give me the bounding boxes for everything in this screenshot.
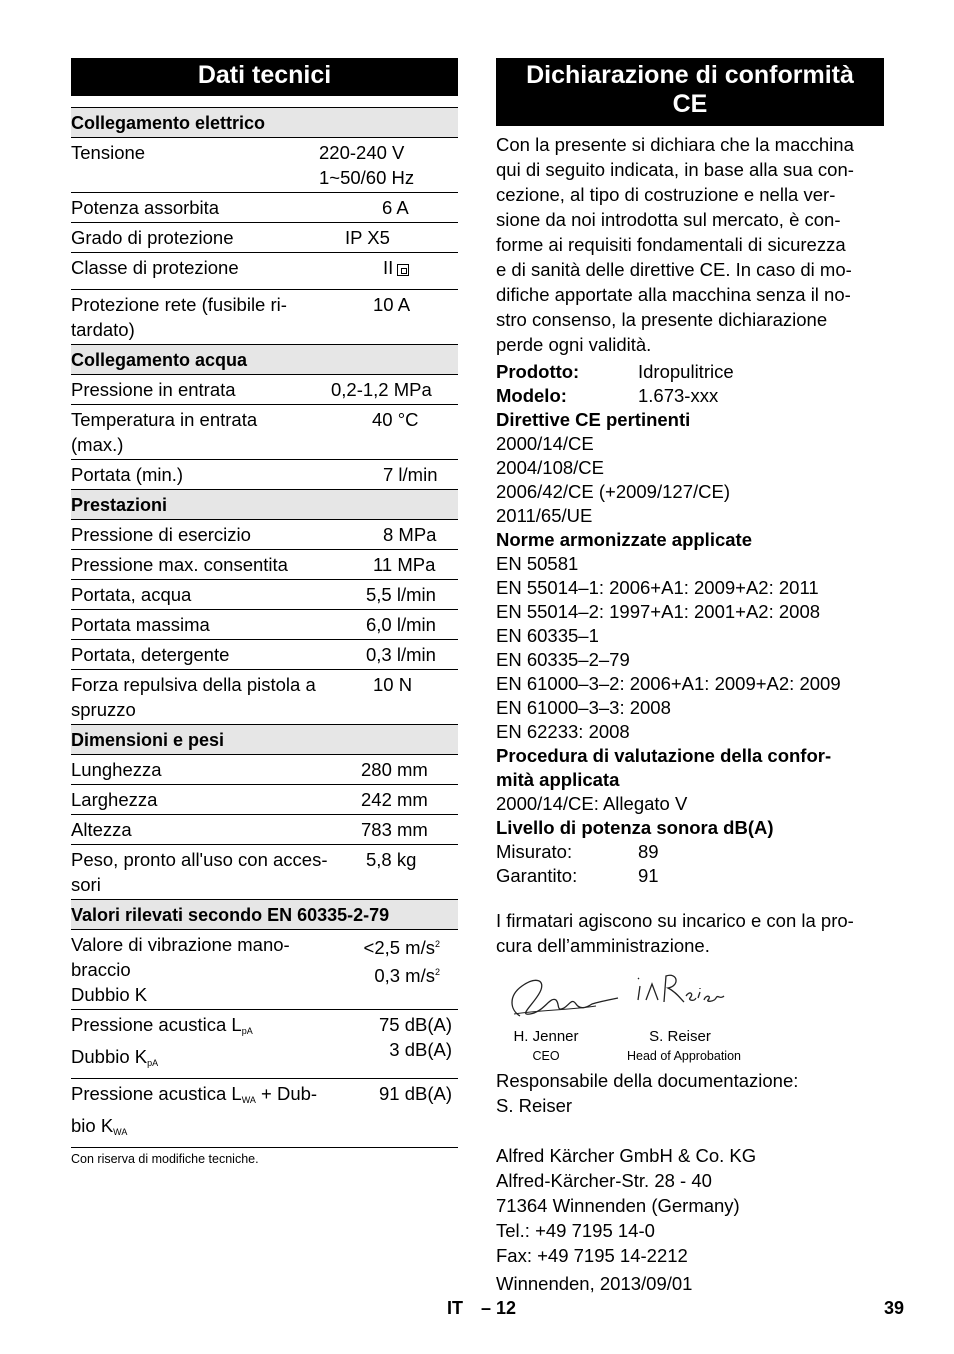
intro-line: forme ai requisiti fondamentali di sicurezza <box>496 234 846 255</box>
spec-value <box>319 255 458 280</box>
spec-label: Portata, acqua <box>71 584 192 605</box>
declaration-intro <box>496 132 884 357</box>
spec-value: 8 MPa <box>383 524 437 545</box>
section-heading-water: Collegamento acqua <box>71 345 458 375</box>
product-label: Prodotto: <box>496 361 580 382</box>
measured-label: Misurato: <box>496 841 573 862</box>
directive-item: 2006/42/CE (+2009/127/CE) <box>496 481 730 502</box>
doc-responsible-name: S. Reiser <box>496 1095 573 1116</box>
spec-label-line <box>71 1012 351 1044</box>
norm-item: EN 55014–1: 2006+A1: 2009+A2: 2011 <box>496 577 819 598</box>
intro-line: sione da noi introdotta sul mercato, è con- <box>496 209 841 230</box>
footnote: Con riserva di modifiche tecniche. <box>71 1152 259 1166</box>
spec-label: Potenza assorbita <box>71 197 220 218</box>
spec-label-line: Dubbio K <box>71 984 148 1005</box>
spec-label-line <box>71 1081 361 1113</box>
spec-label <box>71 847 361 897</box>
spec-row <box>71 138 458 193</box>
spec-row <box>71 670 458 725</box>
signatory-role-jenner: CEO <box>532 1049 560 1063</box>
norm-item: EN 61000–3–2: 2006+A1: 2009+A2: 2009 <box>496 673 841 694</box>
model-label: Modelo: <box>496 385 567 406</box>
measured-row <box>496 840 884 864</box>
signature-jenner-icon <box>500 970 620 1022</box>
spec-label: Pressione max. consentita <box>71 554 288 575</box>
spec-row <box>71 610 458 640</box>
procedure-heading: Procedura di valutazione della confor- <box>496 745 832 766</box>
unit-superscript: 2 <box>434 967 440 977</box>
spec-label-line: spruzzo <box>71 699 136 720</box>
spec-label-line: Valore di vibrazione mano- <box>71 934 290 955</box>
label-subscript: WA <box>113 1127 128 1137</box>
label-text: Dubbio K <box>71 1046 148 1067</box>
signatory-role-reiser: Head of Approbation <box>627 1049 741 1063</box>
place-date: Winnenden, 2013/09/01 <box>496 1273 693 1294</box>
spec-value: 783 mm <box>361 819 428 840</box>
spec-row <box>71 785 458 815</box>
spec-value: 40 °C <box>372 409 419 430</box>
procedure-heading: mità applicata <box>496 769 620 790</box>
spec-value-line: 75 dB(A) <box>378 1014 452 1035</box>
unit-superscript: 2 <box>434 939 440 949</box>
norm-item: EN 55014–2: 1997+A1: 2001+A2: 2008 <box>496 601 821 622</box>
spec-label: Portata massima <box>71 614 210 635</box>
signatures <box>496 970 884 1068</box>
spec-row-vibration <box>71 930 458 1010</box>
spec-value: 11 MPa <box>373 554 436 575</box>
spec-value-line <box>351 932 440 960</box>
norm-item: EN 61000–3–3: 2008 <box>496 697 671 718</box>
measured-value: 89 <box>638 841 659 862</box>
spec-label: Lunghezza <box>71 759 162 780</box>
documentation-responsible <box>496 1068 884 1118</box>
address-line: Alfred Kärcher GmbH & Co. KG <box>496 1145 757 1166</box>
spec-row-sound-power <box>71 1079 458 1148</box>
spec-table <box>71 107 458 1148</box>
declaration-title-line: CE <box>672 90 708 118</box>
label-subscript: pA <box>147 1058 159 1068</box>
norm-item: EN 60335–1 <box>496 625 599 646</box>
spec-row <box>71 815 458 845</box>
spec-label: Portata, detergente <box>71 644 230 665</box>
spec-label-line: (max.) <box>71 434 124 455</box>
signatory-name-reiser: S. Reiser <box>649 1028 711 1045</box>
spec-row <box>71 223 458 253</box>
vibration-uncertainty: 0,3 m/s <box>374 965 435 986</box>
spec-value <box>351 932 458 1007</box>
section-heading-performance: Prestazioni <box>71 490 458 520</box>
label-text: + Dub- <box>255 1083 318 1104</box>
spec-value-line: 1~50/60 Hz <box>319 167 415 188</box>
directives-heading: Direttive CE pertinenti <box>496 409 691 430</box>
guaranteed-label: Garantito: <box>496 865 578 886</box>
declaration-column <box>496 58 884 1296</box>
spec-value-line: 3 dB(A) <box>389 1039 452 1060</box>
spec-row <box>71 290 458 345</box>
spec-row <box>71 405 458 460</box>
spec-value: 6,0 l/min <box>366 614 436 635</box>
address-line: Alfred-Kärcher-Str. 28 - 40 <box>496 1170 712 1191</box>
double-insulation-icon <box>397 264 409 276</box>
section-heading-dimensions: Dimensioni e pesi <box>71 725 458 755</box>
guaranteed-row <box>496 864 884 888</box>
product-row <box>496 360 884 384</box>
signatories-note <box>496 908 884 958</box>
spec-label-line: braccio <box>71 959 131 980</box>
address-line: 71364 Winnenden (Germany) <box>496 1195 740 1216</box>
spec-label: Portata (min.) <box>71 464 184 485</box>
directive-item: 2004/108/CE <box>496 457 605 478</box>
directive-item: 2000/14/CE <box>496 433 594 454</box>
spec-row <box>71 520 458 550</box>
spec-label-line: Temperatura in entrata <box>71 409 258 430</box>
spec-label <box>71 292 319 342</box>
spec-value: 91 dB(A) <box>378 1083 452 1104</box>
spec-value <box>351 1012 458 1076</box>
norm-item: EN 60335–2–79 <box>496 649 630 670</box>
spec-label <box>71 672 361 722</box>
intro-line: cezione, al tipo di costruzione e nella ver- <box>496 184 836 205</box>
spec-label: Altezza <box>71 819 132 840</box>
spec-row <box>71 580 458 610</box>
spec-label-line: tardato) <box>71 319 135 340</box>
address-line: Fax: +49 7195 14-2212 <box>496 1245 688 1266</box>
doc-responsible-label: Responsabile della documentazione: <box>496 1070 799 1091</box>
footer-section-page: – 12 <box>481 1298 517 1318</box>
spec-row-acoustic-pressure <box>71 1010 458 1079</box>
spec-value-line: 220-240 V <box>319 142 405 163</box>
section-heading-measured-values: Valori rilevati secondo EN 60335-2-79 <box>71 900 458 930</box>
label-subscript: WA <box>241 1095 256 1105</box>
model-value: 1.673-xxx <box>638 385 719 406</box>
spec-value: 5,5 l/min <box>366 584 436 605</box>
intro-line: stro consenso, la presente dichiarazione <box>496 309 828 330</box>
label-subscript: pA <box>241 1026 253 1036</box>
intro-line: perde ogni validità. <box>496 334 652 355</box>
spec-row <box>71 253 458 290</box>
signatories-line: I firmatari agiscono su incarico e con la pro- <box>496 910 854 931</box>
spec-label: Grado di protezione <box>71 227 234 248</box>
signature-reiser-icon <box>634 970 730 1014</box>
product-value: Idropulitrice <box>638 361 734 382</box>
spec-row <box>71 193 458 223</box>
intro-line: difiche apportate alla macchina senza il no- <box>496 284 851 305</box>
procedure-value: 2000/14/CE: Allegato V <box>496 793 688 814</box>
spec-label <box>71 407 319 457</box>
model-row <box>496 384 884 408</box>
spec-label: Pressione di esercizio <box>71 524 251 545</box>
spec-row <box>71 845 458 900</box>
spec-label-line <box>71 1044 351 1076</box>
norms-heading: Norme armonizzate applicate <box>496 529 752 550</box>
norm-item: EN 62233: 2008 <box>496 721 630 742</box>
spec-value: 5,8 kg <box>366 849 417 870</box>
spec-label <box>71 932 351 1007</box>
intro-line: Con la presente si dichiara che la macchina <box>496 134 854 155</box>
signatories-line: cura dell’amministrazione. <box>496 935 710 956</box>
spec-label: Pressione in entrata <box>71 379 236 400</box>
spec-row <box>71 755 458 785</box>
company-address <box>496 1143 884 1296</box>
intro-line: qui di seguito indicata, in base alla sua con- <box>496 159 854 180</box>
footer-page-number: 39 <box>884 1298 905 1318</box>
technical-data-column <box>71 58 458 1166</box>
norm-item: EN 50581 <box>496 553 579 574</box>
spec-value: 6 A <box>382 197 409 218</box>
spec-row <box>71 550 458 580</box>
vibration-value: <2,5 m/s <box>363 937 435 958</box>
spec-value <box>319 140 458 190</box>
spec-label: Classe di protezione <box>71 257 239 278</box>
label-text: bio K <box>71 1115 114 1136</box>
guaranteed-value: 91 <box>638 865 659 886</box>
spec-value: 280 mm <box>361 759 428 780</box>
sound-power-heading: Livello di potenza sonora dB(A) <box>496 817 774 838</box>
spec-value: 10 A <box>373 294 411 315</box>
spec-label <box>71 1081 361 1145</box>
label-text: Pressione acustica L <box>71 1083 242 1104</box>
spec-label: Larghezza <box>71 789 158 810</box>
spec-row <box>71 640 458 670</box>
spec-value: 7 l/min <box>383 464 438 485</box>
address-line: Tel.: +49 7195 14-0 <box>496 1220 655 1241</box>
directive-item: 2011/65/UE <box>496 505 593 526</box>
protection-class-text: II <box>383 257 394 278</box>
declaration-title <box>496 58 884 126</box>
declaration-title-line: Dichiarazione di conformità <box>526 61 854 89</box>
intro-line: e di sanità delle direttive CE. In caso di mo- <box>496 259 852 280</box>
spec-label-line <box>71 1113 361 1145</box>
spec-label-line: Peso, pronto all'uso con acces- <box>71 849 328 870</box>
technical-data-title: Dati tecnici <box>71 58 458 96</box>
spec-value: IP X5 <box>345 227 390 248</box>
label-text: Pressione acustica L <box>71 1014 242 1035</box>
spec-label: Tensione <box>71 142 146 163</box>
spec-label-line: Forza repulsiva della pistola a <box>71 674 316 695</box>
spec-value: 10 N <box>373 674 413 695</box>
section-heading-electrical: Collegamento elettrico <box>71 108 458 138</box>
signatory-name-jenner: H. Jenner <box>513 1028 579 1045</box>
spec-row <box>71 460 458 490</box>
page-footer <box>0 1298 954 1322</box>
spec-label-line: sori <box>71 874 101 895</box>
product-info <box>496 360 884 888</box>
spec-value: 242 mm <box>361 789 428 810</box>
spec-value-line <box>351 960 440 988</box>
footer-language: IT <box>447 1298 463 1318</box>
spec-row <box>71 375 458 405</box>
spec-label <box>71 1012 351 1076</box>
spec-value: 0,2-1,2 MPa <box>331 379 432 400</box>
spec-value: 0,3 l/min <box>366 644 436 665</box>
spec-label-line: Protezione rete (fusibile ri- <box>71 294 287 315</box>
